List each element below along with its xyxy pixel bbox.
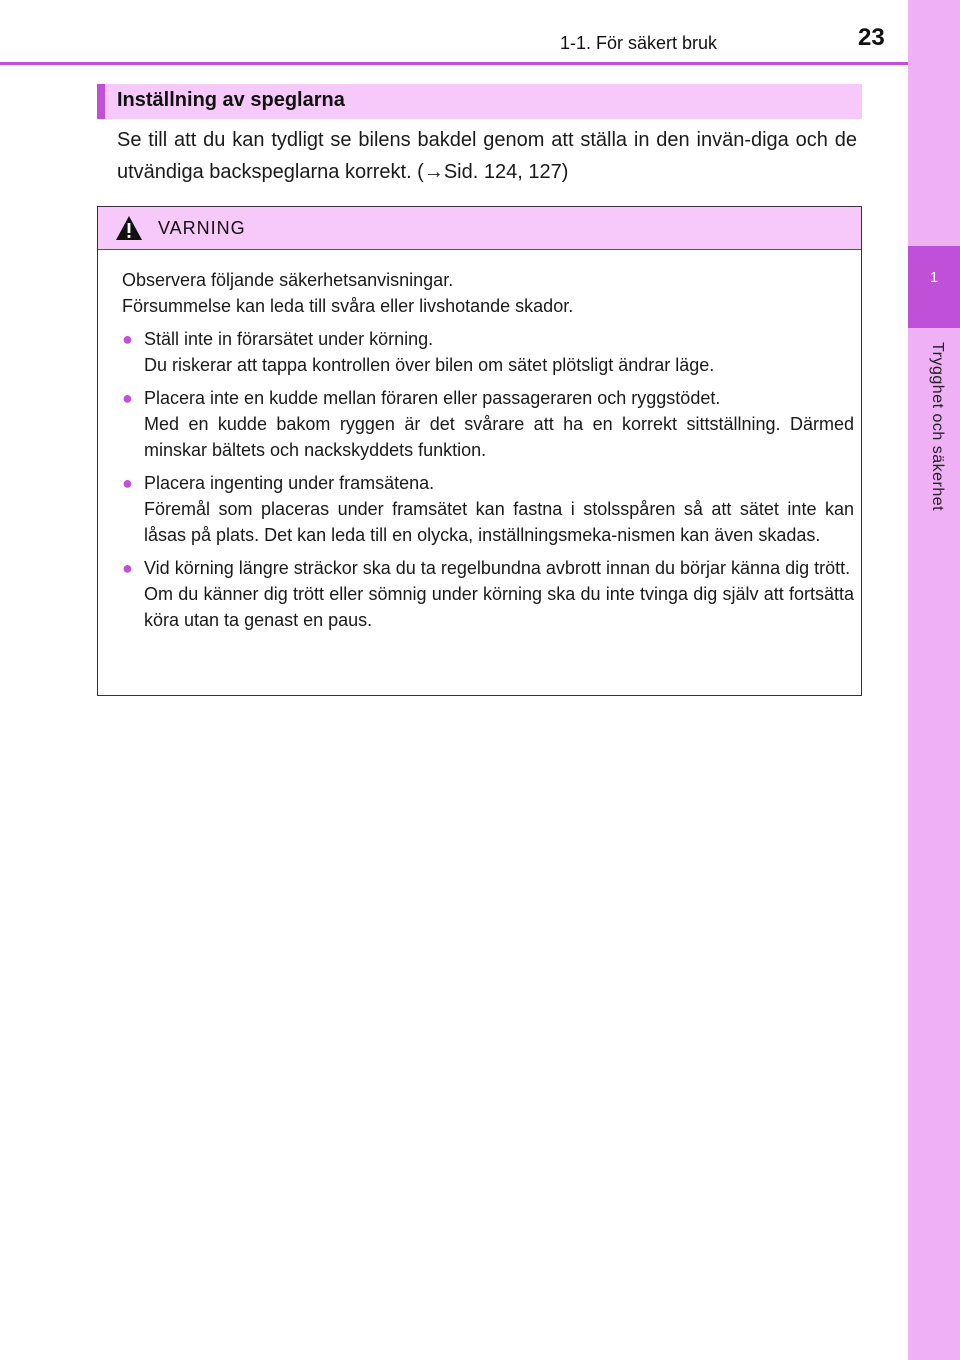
chapter-title: Trygghet och säkerhet [929,342,946,512]
warning-item-line: Du riskerar att tappa kontrollen över bilen om sätet plötsligt ändrar läge. [144,355,715,375]
warning-intro-line: Försummelse kan leda till svåra eller livshotande skador. [122,296,574,316]
section-intro: Se till att du kan tydligt se bilens bakdel genom att ställa in den invän-diga och de utvändiga backspeglarna korrekt. (→Sid. 124, 127) [117,129,857,183]
circle-bullet-icon: ● [122,473,133,493]
section-title: Inställning av speglarna [117,89,345,111]
warning-body [122,267,854,633]
page-number: 23 [858,24,885,51]
section-heading [97,84,862,119]
header-rule [0,62,908,65]
warning-item-line: Ställ inte in förarsätet under körning. [144,329,434,349]
circle-bullet-icon: ● [122,388,133,408]
circle-bullet-icon: ● [122,329,133,349]
warning-item-line: Placera inte en kudde mellan föraren eller passageraren och ryggstödet. [144,388,721,408]
warning-item [122,555,854,633]
warning-item [122,385,854,463]
warning-header [98,207,861,250]
chapter-number: 1 [908,246,960,328]
circle-bullet-icon: ● [122,558,133,578]
warning-item [122,326,854,378]
header-section-title: 1-1. För säkert bruk [560,33,718,53]
warning-item [122,470,854,548]
warning-item-line: Om du känner dig trött eller sömnig under körning ska du inte tvinga dig själv att fortsätta köra utan ta genast en paus. [144,584,854,630]
warning-intro-line: Observera följande säkerhetsanvisningar. [122,270,454,290]
chapter-side-tab [908,0,960,1360]
warning-title: VARNING [158,218,246,238]
warning-item-line: Placera ingenting under framsätena. [144,473,435,493]
warning-item-line: Föremål som placeras under framsätet kan fastna i stolsspåren så att sätet inte kan låsas på plats. Det kan leda till en olycka, inställningsmeka-nismen kan även skadas. [144,499,854,545]
warning-item-line: Med en kudde bakom ryggen är det svårare att ha en korrekt sittställning. Därmed minskar bältets och nackskyddets funktion. [144,414,854,460]
warning-item-line: Vid körning längre sträckor ska du ta regelbundna avbrott innan du börjar känna dig trött. [144,558,851,578]
warning-box [97,206,862,696]
warning-triangle-icon [115,215,143,241]
